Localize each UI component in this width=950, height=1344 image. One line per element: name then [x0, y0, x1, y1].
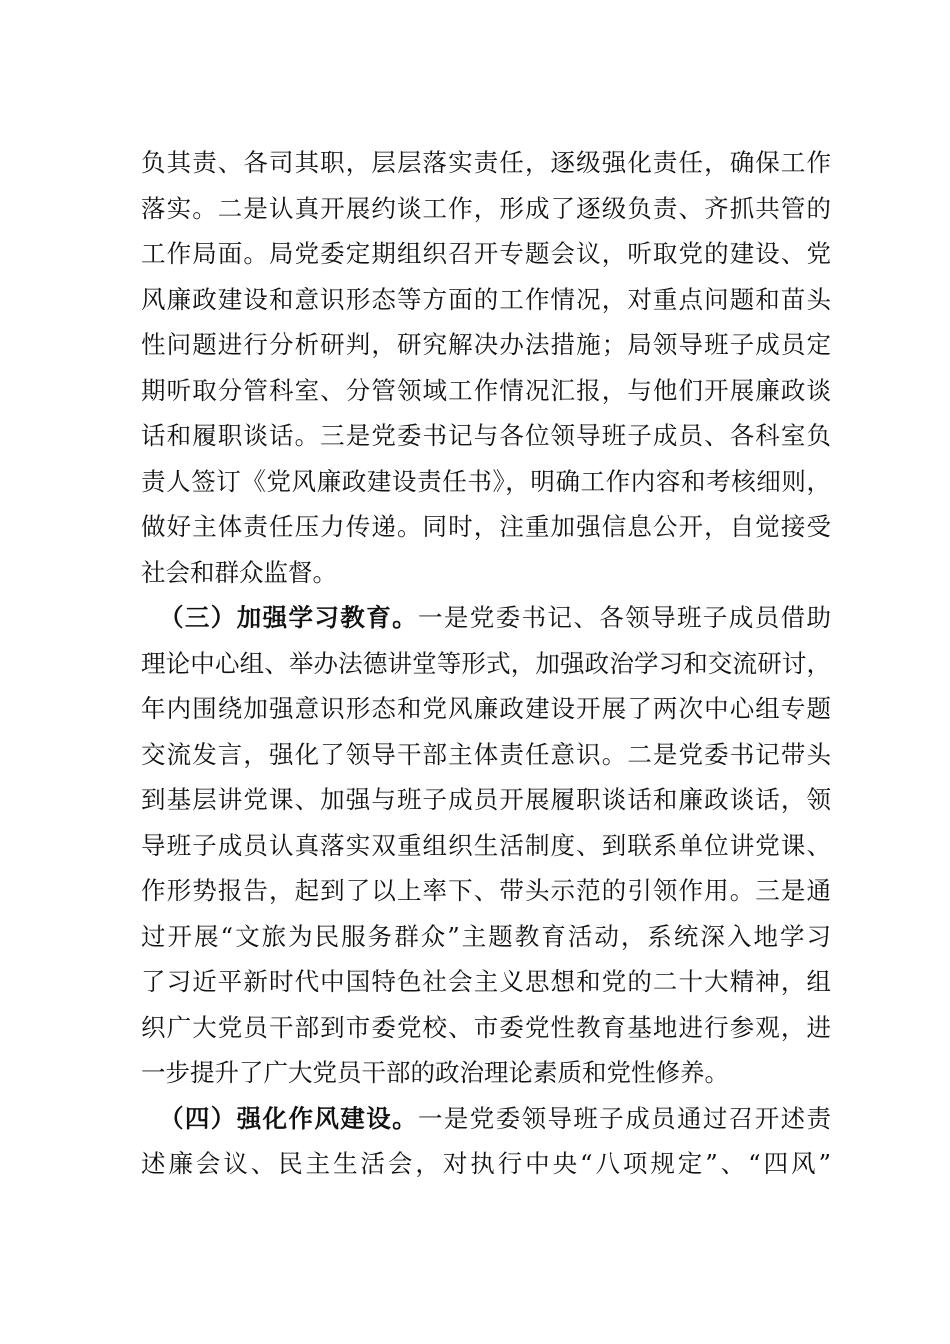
paragraph-line: 落实。二是认真开展约谈工作，形成了逐级负责、齐抓共管的 [141, 193, 831, 223]
section-3-line: 了习近平新时代中国特色社会主义思想和党的二十大精神，组 [141, 967, 831, 996]
section-3-line: 到基层讲党课、加强与班子成员开展履职谈话和廉政谈话，领 [141, 785, 831, 814]
section-3-line: 理论中心组、举办法德讲堂等形式，加强政治学习和交流研讨， [141, 648, 831, 678]
section-4-first-line-text: 一是党委领导班子成员通过召开述责 [418, 1103, 831, 1133]
section-3-first-line-text: 一是党委书记、各领导班子成员借助 [418, 603, 831, 632]
section-4-first-line [141, 1096, 831, 1142]
paragraph-line: 责人签订《党风廉政建设责任书》，明确工作内容和考核细则， [141, 466, 831, 496]
paragraph-line: 性问题进行分析研判，研究解决办法措施；局领导班子成员定 [141, 330, 831, 359]
section-3-line: 织广大党员干部到市委党校、市委党性教育基地进行参观，进 [141, 1012, 831, 1042]
section-3-line: 交流发言，强化了领导干部主体责任意识。二是党委书记带头 [141, 739, 831, 769]
section-3-line: 作形势报告，起到了以上率下、带头示范的引领作用。三是通 [141, 876, 831, 905]
section-3-heading: （三）加强学习教育。 [159, 603, 418, 632]
paragraph-line: 负其责、各司其职，层层落实责任，逐级强化责任，确保工作 [141, 148, 831, 177]
section-4-line: 述廉会议、民主生活会，对执行中央“八项规定”、“四风” [141, 1149, 831, 1178]
body-text [141, 140, 831, 1187]
paragraph-line: 期听取分管科室、分管领域工作情况汇报，与他们开展廉政谈 [141, 375, 831, 405]
section-3-line: 一步提升了广大党员干部的政治理论素质和党性修养。 [141, 1058, 729, 1087]
paragraph-line: 社会和群众监督。 [141, 557, 337, 587]
section-3-first-line [141, 595, 831, 641]
section-3-line: 导班子成员认真落实双重组织生活制度、到联系单位讲党课、 [141, 830, 831, 860]
paragraph-line: 话和履职谈话。三是党委书记与各位领导班子成员、各科室负 [141, 421, 831, 450]
section-4-heading: （四）强化作风建设。 [159, 1103, 418, 1133]
section-3-line: 过开展“文旅为民服务群众”主题教育活动，系统深入地学习 [141, 921, 831, 951]
section-3-line: 年内围绕加强意识形态和党风廉政建设开展了两次中心组专题 [141, 694, 831, 723]
paragraph-line: 做好主体责任压力传递。同时，注重加强信息公开，自觉接受 [141, 512, 831, 541]
paragraph-line: 风廉政建设和意识形态等方面的工作情况，对重点问题和苗头 [141, 284, 831, 314]
paragraph-line: 工作局面。局党委定期组织召开专题会议，听取党的建设、党 [141, 239, 831, 268]
